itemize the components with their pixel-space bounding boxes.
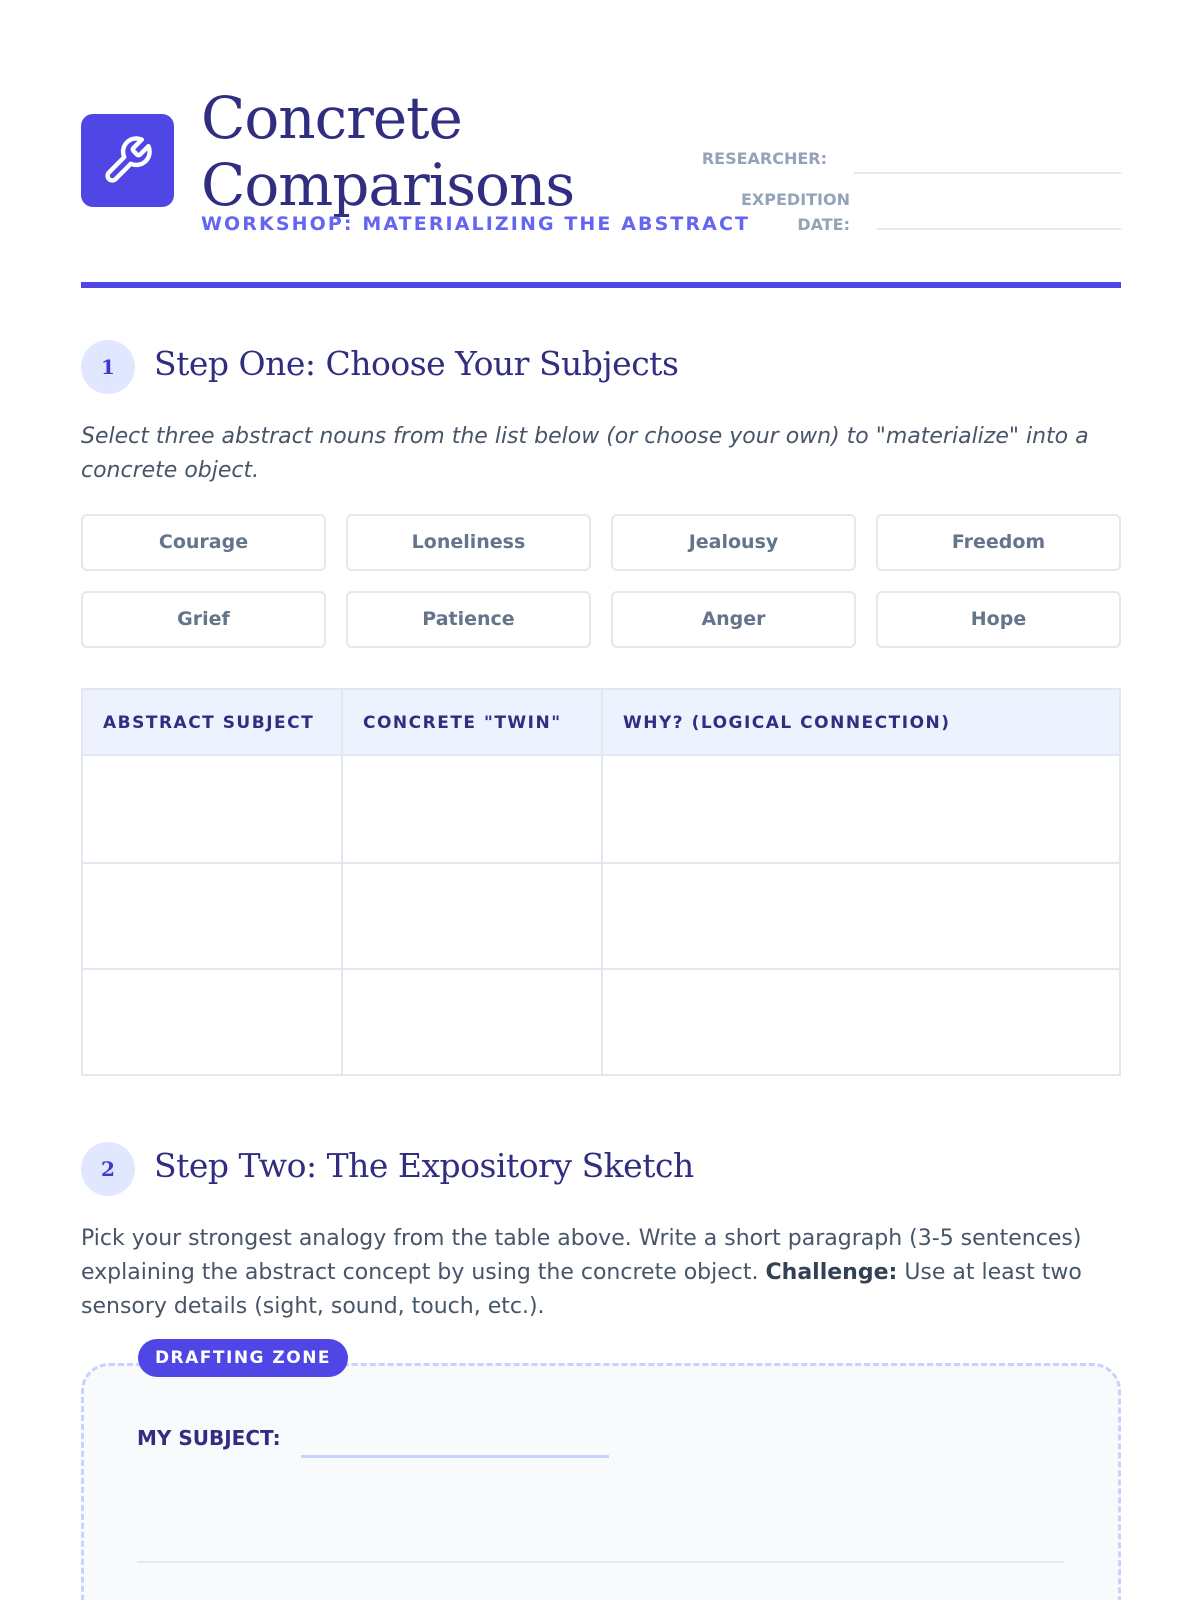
date-label-line-1: EXPEDITION: [740, 190, 850, 209]
step-two-instructions: [81, 1222, 1121, 1324]
table-row: [83, 864, 1119, 968]
expedition-date-label: [687, 187, 850, 237]
logical-connection-cell[interactable]: [603, 758, 1119, 862]
table-row: [83, 758, 1119, 862]
word-chip-jealousy[interactable]: Jealousy: [611, 514, 856, 571]
step-one-heading: [81, 340, 1121, 394]
worksheet-page: [81, 0, 1121, 1600]
header-divider: [81, 282, 1121, 288]
page-title: [201, 85, 574, 219]
comparison-table: [81, 688, 1121, 1076]
challenge-text: Use at least two sensory details (sight, sound, touch, etc.).: [81, 1260, 1082, 1319]
writing-line[interactable]: [137, 1561, 1064, 1563]
expedition-date-field[interactable]: [877, 228, 1121, 230]
column-header-abstract-subject: ABSTRACT SUBJECT: [103, 713, 315, 733]
title-line-2: Comparisons: [201, 151, 575, 219]
drafting-zone-badge: DRAFTING ZONE: [138, 1339, 348, 1377]
word-chip-hope[interactable]: Hope: [876, 591, 1121, 648]
concrete-twin-cell[interactable]: [343, 758, 601, 862]
word-chip-courage[interactable]: Courage: [81, 514, 326, 571]
worksheet-header: [81, 85, 1121, 285]
word-chip-freedom[interactable]: Freedom: [876, 514, 1121, 571]
word-chip-patience[interactable]: Patience: [346, 591, 591, 648]
challenge-label: Challenge:: [765, 1260, 898, 1285]
abstract-subject-cell[interactable]: [83, 864, 341, 968]
page-subtitle: WORKSHOP: MATERIALIZING THE ABSTRACT: [201, 213, 751, 235]
date-label-line-2: DATE:: [797, 215, 850, 234]
my-subject-field[interactable]: [301, 1455, 609, 1458]
logical-connection-cell[interactable]: [603, 864, 1119, 968]
concrete-twin-cell[interactable]: [343, 970, 601, 1074]
column-header-why: WHY? (LOGICAL CONNECTION): [623, 713, 951, 733]
abstract-subject-cell[interactable]: [83, 970, 341, 1074]
column-header-concrete-twin: CONCRETE "TWIN": [363, 713, 562, 733]
step-title: Step Two: The Expository Sketch: [154, 1146, 694, 1185]
step-number-badge: 1: [81, 340, 135, 394]
logo-badge: [81, 114, 174, 207]
logical-connection-cell[interactable]: [603, 970, 1119, 1074]
researcher-field[interactable]: [854, 172, 1121, 174]
drafting-zone: [81, 1363, 1121, 1600]
step-one-instructions: Select three abstract nouns from the list below (or choose your own) to "materialize" into a concrete object.: [81, 424, 1089, 483]
word-chip-grief[interactable]: Grief: [81, 591, 326, 648]
instructions-text: Pick your strongest analogy from the table above. Write a short paragraph (3-5 sentences) explaining the abstract concept by using the concrete object.: [81, 1226, 1082, 1285]
abstract-subject-cell[interactable]: [83, 758, 341, 862]
my-subject-label: MY SUBJECT:: [137, 1426, 281, 1450]
title-line-1: Concrete: [201, 84, 462, 152]
word-chip-anger[interactable]: Anger: [611, 591, 856, 648]
researcher-label: RESEARCHER:: [701, 149, 827, 168]
step-title: Step One: Choose Your Subjects: [154, 344, 679, 383]
word-chip-loneliness[interactable]: Loneliness: [346, 514, 591, 571]
wrench-icon: [101, 134, 154, 187]
table-row: [83, 970, 1119, 1074]
step-two-heading: [81, 1142, 1121, 1196]
step-number-badge: 2: [81, 1142, 135, 1196]
concrete-twin-cell[interactable]: [343, 864, 601, 968]
